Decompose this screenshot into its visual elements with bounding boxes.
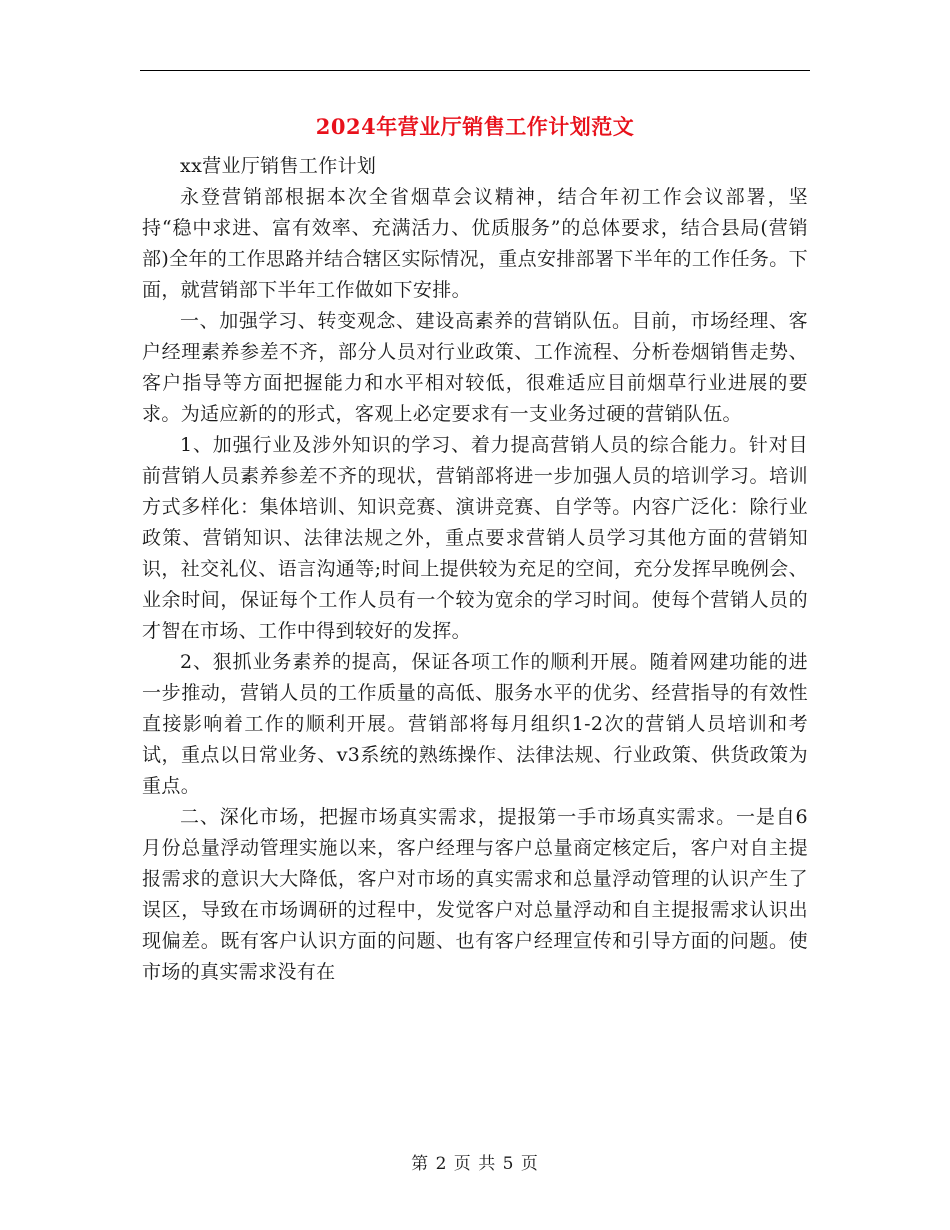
paragraph-section-two: 二、深化市场，把握市场真实需求，提报第一手市场真实需求。一是自6月份总量浮动管理实施以来，客户经理与客户总量商定核定后，客户对自主提报需求的意识大大降低，客户对市场的真实需求和总量浮动管理的认识产生了误区，导致在市场调研的过程中，发觉客户对总量浮动和自主提报需求认识出现偏差。既有客户认识方面的问题、也有客户经理宣传和引导方面的问题。使市场的真实需求没有在 <box>142 806 808 983</box>
header-rule <box>140 70 810 71</box>
page-number-label: 第 2 页 共 5 页 <box>411 1154 539 1174</box>
document-title: 2024年营业厅销售工作计划范文 <box>315 114 635 139</box>
page-footer <box>0 1152 950 1176</box>
document-body <box>142 151 808 988</box>
paragraph-item-one: 1、加强行业及涉外知识的学习、着力提高营销人员的综合能力。针对目前营销人员素养参差不齐的现状，营销部将进一步加强人员的培训学习。培训方式多样化：集体培训、知识竞赛、演讲竞赛、自学等。内容广泛化：除行业政策、营销知识、法律法规之外，重点要求营销人员学习其他方面的营销知识，社交礼仪、语言沟通等;时间上提供较为充足的空间，充分发挥早晚例会、业余时间，保证每个工作人员有一个较为宽余的学习时间。使每个营销人员的才智在市场、工作中得到较好的发挥。 <box>142 434 808 642</box>
paragraph-subtitle: xx营业厅销售工作计划 <box>180 155 377 177</box>
paragraph-intro: 永登营销部根据本次全省烟草会议精神，结合年初工作会议部署，坚持“稳中求进、富有效率、充满活力、优质服务”的总体要求，结合县局(营销部)全年的工作思路并结合辖区实际情况，重点安排部署下半年的工作任务。下面，就营销部下半年工作做如下安排。 <box>142 186 808 301</box>
paragraph-item-two: 2、狠抓业务素养的提高，保证各项工作的顺利开展。随着网建功能的进一步推动，营销人员的工作质量的高低、服务水平的优劣、经营指导的有效性直接影响着工作的顺利开展。营销部将每月组织1-2次的营销人员培训和考试，重点以日常业务、v3系统的熟练操作、法律法规、行业政策、供货政策为重点。 <box>142 651 808 797</box>
paragraph-section-one: 一、加强学习、转变观念、建设高素养的营销队伍。目前，市场经理、客户经理素养参差不齐，部分人员对行业政策、工作流程、分析卷烟销售走势、客户指导等方面把握能力和水平相对较低，很难适应目前烟草行业进展的要求。为适应新的的形式，客观上必定要求有一支业务过硬的营销队伍。 <box>142 310 808 425</box>
